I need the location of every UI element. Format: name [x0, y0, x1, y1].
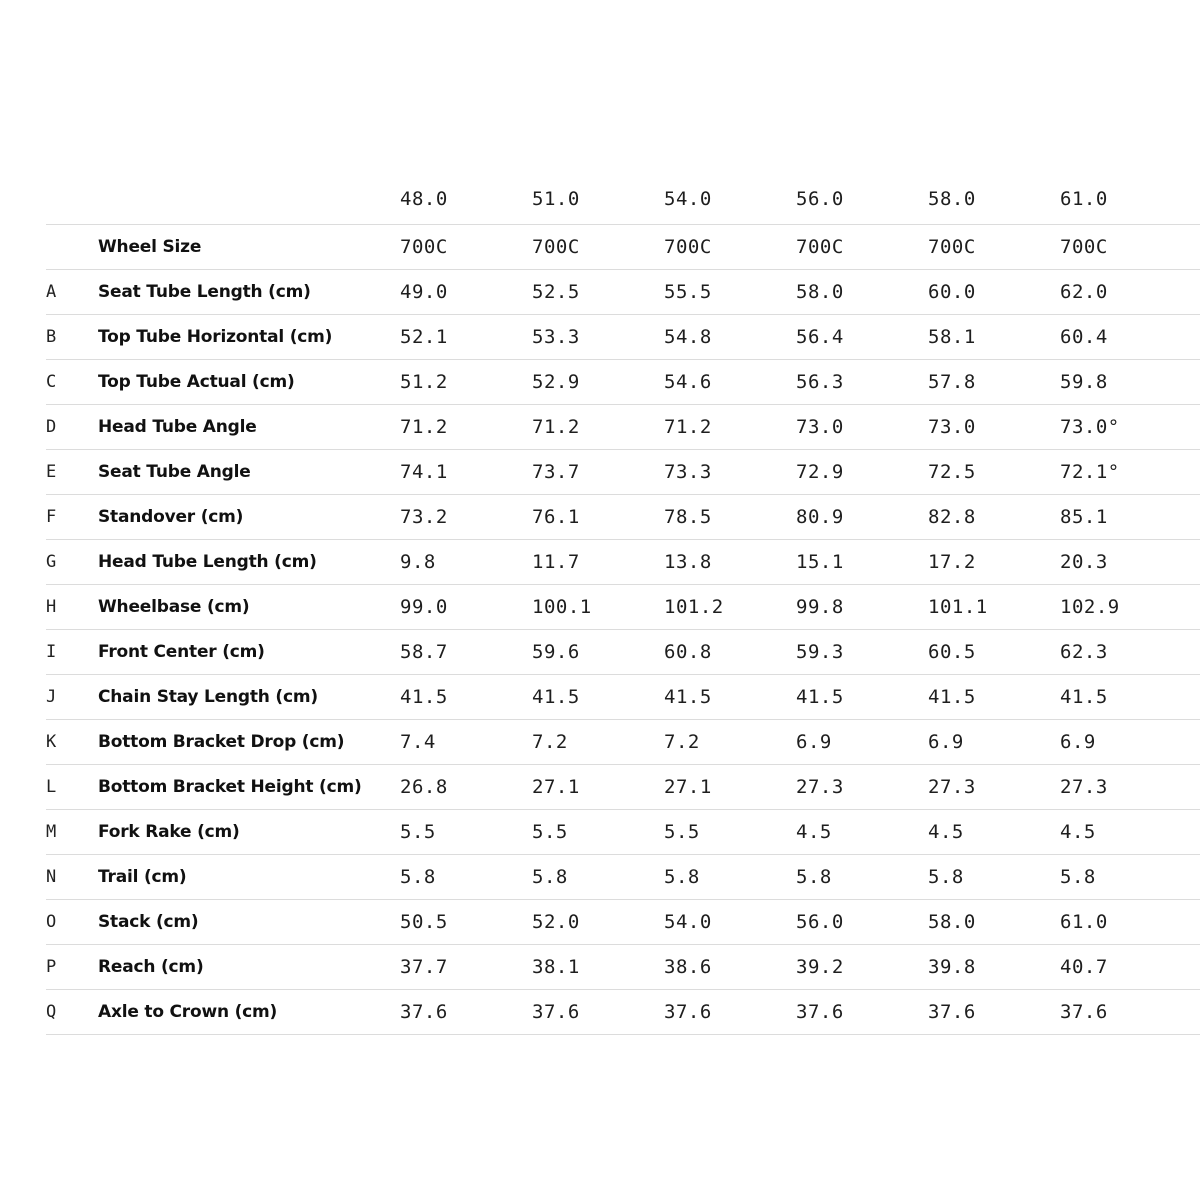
row-value: 5.8	[1060, 866, 1096, 888]
row-value: 54.8	[664, 326, 712, 348]
row-label: Top Tube Actual (cm)	[98, 372, 295, 392]
table-row	[46, 315, 1200, 360]
row-label: Chain Stay Length (cm)	[98, 687, 318, 707]
row-value: 40.7	[1060, 956, 1108, 978]
row-value: 5.8	[796, 866, 832, 888]
row-value: 6.9	[1060, 731, 1096, 753]
table-row	[46, 630, 1200, 675]
row-letter: D	[46, 417, 57, 437]
row-value: 700C	[928, 236, 976, 258]
row-value: 57.8	[928, 371, 976, 393]
size-header: 54.0	[664, 187, 712, 210]
row-value: 76.1	[532, 506, 580, 528]
row-value: 62.3	[1060, 641, 1108, 663]
table-row	[46, 675, 1200, 720]
row-label: Wheel Size	[98, 237, 202, 257]
row-letter: C	[46, 372, 57, 392]
row-value: 71.2	[664, 416, 712, 438]
table-row	[46, 945, 1200, 990]
row-value: 73.7	[532, 461, 580, 483]
row-value: 99.8	[796, 596, 844, 618]
size-header: 61.0	[1060, 187, 1108, 210]
table-row	[46, 360, 1200, 405]
row-value: 27.3	[928, 776, 976, 798]
row-letter: Q	[46, 1002, 57, 1022]
row-value: 5.8	[664, 866, 700, 888]
row-value: 700C	[1060, 236, 1108, 258]
row-value: 26.8	[400, 776, 448, 798]
table-row	[46, 270, 1200, 315]
row-value: 100.1	[532, 596, 592, 618]
row-value: 54.6	[664, 371, 712, 393]
row-value: 85.1	[1060, 506, 1108, 528]
row-value: 49.0	[400, 281, 448, 303]
row-letter: A	[46, 282, 57, 302]
table-row	[46, 540, 1200, 585]
row-letter: M	[46, 822, 57, 842]
row-value: 37.6	[664, 1001, 712, 1023]
table-row	[46, 900, 1200, 945]
row-value: 700C	[664, 236, 712, 258]
row-label: Reach (cm)	[98, 957, 204, 977]
row-value: 58.0	[928, 911, 976, 933]
row-label: Bottom Bracket Height (cm)	[98, 777, 362, 797]
row-value: 9.8	[400, 551, 436, 573]
row-value: 62.0	[1060, 281, 1108, 303]
row-value: 56.0	[796, 911, 844, 933]
row-value: 37.6	[928, 1001, 976, 1023]
row-label: Top Tube Horizontal (cm)	[98, 327, 333, 347]
row-value: 17.2	[928, 551, 976, 573]
row-value: 52.5	[532, 281, 580, 303]
row-value: 74.1	[400, 461, 448, 483]
row-value: 72.1°	[1060, 461, 1120, 483]
row-letter: J	[46, 687, 57, 707]
table-row	[46, 450, 1200, 495]
row-value: 37.6	[1060, 1001, 1108, 1023]
row-value: 41.5	[796, 686, 844, 708]
row-value: 73.3	[664, 461, 712, 483]
row-letter: E	[46, 462, 57, 482]
row-value: 5.8	[400, 866, 436, 888]
row-label: Standover (cm)	[98, 507, 244, 527]
table-row	[46, 585, 1200, 630]
row-value: 53.3	[532, 326, 580, 348]
row-value: 38.1	[532, 956, 580, 978]
row-value: 41.5	[664, 686, 712, 708]
row-value: 73.0	[796, 416, 844, 438]
row-value: 60.0	[928, 281, 976, 303]
row-value: 11.7	[532, 551, 580, 573]
row-value: 7.2	[664, 731, 700, 753]
row-value: 71.2	[400, 416, 448, 438]
row-value: 58.7	[400, 641, 448, 663]
row-value: 15.1	[796, 551, 844, 573]
row-value: 56.4	[796, 326, 844, 348]
row-value: 41.5	[928, 686, 976, 708]
row-value: 52.9	[532, 371, 580, 393]
row-value: 5.5	[532, 821, 568, 843]
row-value: 4.5	[796, 821, 832, 843]
row-label: Head Tube Angle	[98, 417, 257, 437]
row-value: 54.0	[664, 911, 712, 933]
row-label: Front Center (cm)	[98, 642, 265, 662]
table-row	[46, 855, 1200, 900]
row-letter: K	[46, 732, 57, 752]
row-value: 7.4	[400, 731, 436, 753]
row-value: 55.5	[664, 281, 712, 303]
size-header: 58.0	[928, 187, 976, 210]
row-label: Stack (cm)	[98, 912, 199, 932]
size-header: 48.0	[400, 187, 448, 210]
size-header: 56.0	[796, 187, 844, 210]
table-row	[46, 990, 1200, 1035]
row-value: 4.5	[1060, 821, 1096, 843]
row-letter: H	[46, 597, 57, 617]
row-value: 59.3	[796, 641, 844, 663]
row-value: 5.5	[400, 821, 436, 843]
row-value: 41.5	[400, 686, 448, 708]
row-label: Head Tube Length (cm)	[98, 552, 317, 572]
row-value: 60.4	[1060, 326, 1108, 348]
row-letter: O	[46, 912, 57, 932]
row-value: 41.5	[532, 686, 580, 708]
row-value: 13.8	[664, 551, 712, 573]
table-row	[46, 405, 1200, 450]
row-value: 61.0	[1060, 911, 1108, 933]
table-row	[46, 765, 1200, 810]
row-value: 99.0	[400, 596, 448, 618]
row-value: 6.9	[928, 731, 964, 753]
row-value: 71.2	[532, 416, 580, 438]
row-value: 58.0	[796, 281, 844, 303]
row-value: 58.1	[928, 326, 976, 348]
row-value: 5.8	[532, 866, 568, 888]
row-value: 27.1	[664, 776, 712, 798]
row-value: 73.2	[400, 506, 448, 528]
row-value: 700C	[532, 236, 580, 258]
row-value: 72.9	[796, 461, 844, 483]
row-label: Axle to Crown (cm)	[98, 1002, 278, 1022]
row-value: 5.8	[928, 866, 964, 888]
row-value: 27.3	[1060, 776, 1108, 798]
geometry-rows	[0, 225, 1200, 1035]
table-row	[46, 495, 1200, 540]
row-label: Bottom Bracket Drop (cm)	[98, 732, 345, 752]
row-letter: P	[46, 957, 57, 977]
row-value: 37.6	[796, 1001, 844, 1023]
row-value: 6.9	[796, 731, 832, 753]
row-value: 37.6	[532, 1001, 580, 1023]
row-label: Seat Tube Length (cm)	[98, 282, 311, 302]
row-value: 39.8	[928, 956, 976, 978]
row-value: 52.1	[400, 326, 448, 348]
row-value: 37.7	[400, 956, 448, 978]
row-value: 59.8	[1060, 371, 1108, 393]
row-value: 700C	[796, 236, 844, 258]
row-value: 101.2	[664, 596, 724, 618]
row-value: 27.3	[796, 776, 844, 798]
row-value: 51.2	[400, 371, 448, 393]
row-value: 60.8	[664, 641, 712, 663]
row-value: 102.9	[1060, 596, 1120, 618]
row-value: 80.9	[796, 506, 844, 528]
row-value: 101.1	[928, 596, 988, 618]
row-value: 72.5	[928, 461, 976, 483]
row-value: 7.2	[532, 731, 568, 753]
row-value: 56.3	[796, 371, 844, 393]
row-value: 20.3	[1060, 551, 1108, 573]
row-value: 73.0	[928, 416, 976, 438]
row-value: 27.1	[532, 776, 580, 798]
row-label: Wheelbase (cm)	[98, 597, 250, 617]
row-letter: L	[46, 777, 57, 797]
row-label: Trail (cm)	[98, 867, 187, 887]
row-label: Fork Rake (cm)	[98, 822, 240, 842]
row-value: 60.5	[928, 641, 976, 663]
row-letter: B	[46, 327, 57, 347]
size-header: 51.0	[532, 187, 580, 210]
geometry-table	[0, 173, 1200, 1035]
row-value: 38.6	[664, 956, 712, 978]
row-value: 39.2	[796, 956, 844, 978]
table-row	[46, 810, 1200, 855]
row-letter: N	[46, 867, 57, 887]
row-letter: I	[46, 642, 57, 662]
row-value: 5.5	[664, 821, 700, 843]
size-header-row	[46, 173, 1200, 225]
row-value: 59.6	[532, 641, 580, 663]
row-value: 52.0	[532, 911, 580, 933]
row-value: 73.0°	[1060, 416, 1120, 438]
table-row	[46, 720, 1200, 765]
row-value: 82.8	[928, 506, 976, 528]
row-letter: G	[46, 552, 57, 572]
row-value: 37.6	[400, 1001, 448, 1023]
row-value: 78.5	[664, 506, 712, 528]
row-value: 700C	[400, 236, 448, 258]
row-value: 41.5	[1060, 686, 1108, 708]
table-row	[46, 225, 1200, 270]
row-letter: F	[46, 507, 57, 527]
row-value: 4.5	[928, 821, 964, 843]
row-value: 50.5	[400, 911, 448, 933]
row-label: Seat Tube Angle	[98, 462, 251, 482]
